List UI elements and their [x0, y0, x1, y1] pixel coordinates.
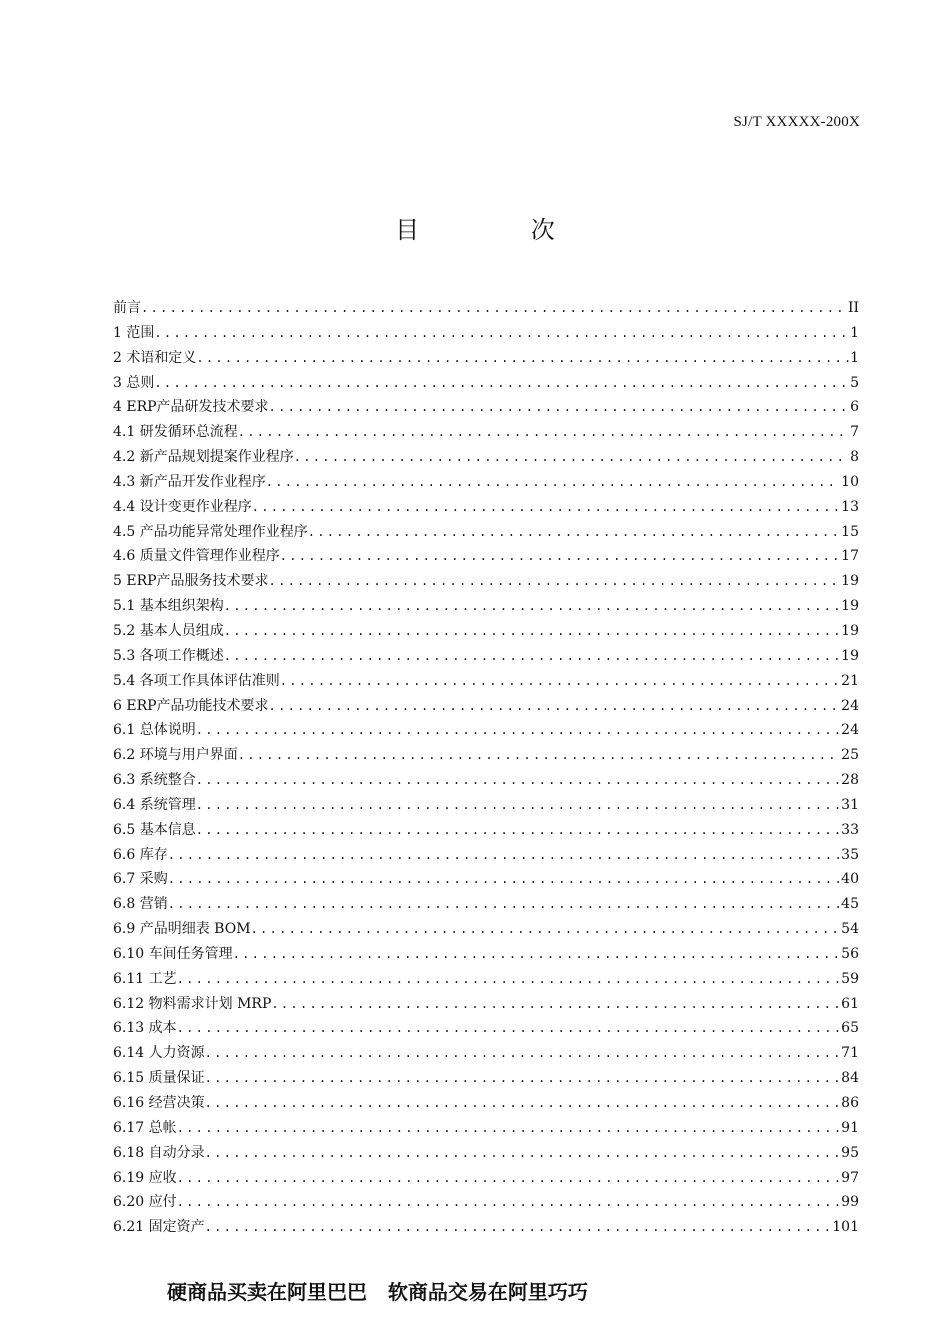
toc-entry-page-number: 28: [841, 772, 859, 789]
toc-dot-leader: [177, 1166, 841, 1191]
toc-entry[interactable]: [113, 1190, 859, 1215]
toc-entry-page-number: 86: [841, 1095, 859, 1111]
toc-dot-leader: [196, 718, 840, 743]
toc-entry[interactable]: [113, 644, 859, 669]
toc-dot-leader: [269, 569, 841, 594]
toc-entry[interactable]: [113, 892, 859, 917]
toc-entry[interactable]: [113, 371, 859, 396]
toc-entry[interactable]: [113, 1041, 859, 1066]
toc-entry-page-number: 101: [832, 1219, 859, 1236]
toc-entry[interactable]: [113, 793, 859, 818]
toc-entry-page-number: 97: [841, 1169, 859, 1186]
toc-dot-leader: [280, 544, 840, 569]
toc-entry[interactable]: [113, 395, 859, 420]
toc-entry-label: 6.2 环境与用户界面: [113, 747, 238, 764]
table-of-contents: [113, 296, 859, 1240]
toc-dot-leader: [238, 420, 849, 445]
toc-entry-label: 6.1 总体说明: [113, 722, 196, 739]
toc-entry[interactable]: [113, 768, 859, 793]
toc-entry-label: 6.17 总帐: [113, 1119, 177, 1136]
toc-dot-leader: [196, 793, 840, 818]
toc-dot-leader: [141, 296, 847, 321]
toc-entry-page-number: 8: [850, 449, 859, 466]
toc-entry[interactable]: [113, 967, 859, 992]
toc-entry-page-number: 65: [841, 1020, 859, 1037]
toc-entry-page-number: 15: [841, 523, 859, 540]
toc-entry-label: 6.15 质量保证: [113, 1070, 205, 1087]
toc-entry[interactable]: [113, 867, 859, 892]
toc-entry-page-number: 45: [841, 896, 859, 913]
toc-entry-label: 5.4 各项工作具体评估准则: [113, 672, 280, 689]
toc-entry-page-number: 33: [841, 821, 859, 838]
toc-entry-label: 4.1 研发循环总流程: [113, 424, 238, 441]
toc-entry-page-number: 1: [850, 349, 859, 366]
toc-entry[interactable]: [113, 718, 859, 743]
toc-entry-page-number: 91: [841, 1119, 859, 1136]
toc-entry-label: 5.2 基本人员组成: [113, 622, 224, 639]
toc-entry-page-number: 99: [841, 1194, 859, 1211]
toc-entry-page-number: 21: [841, 672, 859, 689]
toc-entry-label: 5 ERP产品服务技术要求: [113, 573, 269, 590]
toc-dot-leader: [168, 867, 840, 892]
document-code: SJ/T XXXXX-200X: [733, 114, 860, 130]
toc-title: 目 次: [395, 216, 607, 244]
toc-entry-page-number: 10: [841, 473, 859, 490]
toc-dot-leader: [205, 1066, 841, 1091]
toc-entry-page-number: 7: [850, 424, 859, 441]
toc-dot-leader: [224, 594, 840, 619]
toc-entry-page-number: 25: [841, 747, 859, 764]
toc-entry-label: 6.5 基本信息: [113, 821, 196, 838]
toc-entry-page-number: 6: [850, 399, 859, 416]
toc-entry-page-number: 84: [841, 1070, 859, 1087]
toc-entry-label: 6 ERP产品功能技术要求: [113, 697, 269, 714]
toc-entry-label: 3 总则: [113, 374, 155, 391]
toc-entry-label: 6.7 采购: [113, 871, 168, 888]
toc-dot-leader: [168, 892, 840, 917]
toc-entry-label: 6.11 工艺: [113, 970, 177, 987]
toc-dot-leader: [224, 619, 840, 644]
toc-entry-page-number: 24: [841, 722, 859, 739]
toc-entry-label: 1 范围: [113, 324, 155, 341]
toc-entry-label: 6.6 库存: [113, 846, 168, 863]
toc-entry-label: 6.8 营销: [113, 896, 168, 913]
toc-entry-page-number: 24: [841, 697, 859, 714]
toc-entry-label: 5.3 各项工作概述: [113, 647, 224, 664]
toc-entry[interactable]: [113, 445, 859, 470]
toc-entry-page-number: 19: [841, 622, 859, 639]
toc-dot-leader: [205, 1041, 841, 1066]
toc-entry-label: 6.12 物料需求计划 MRP: [113, 995, 272, 1012]
toc-dot-leader: [196, 818, 840, 843]
toc-entry-label: 6.9 产品明细表 BOM: [113, 921, 251, 938]
toc-dot-leader: [154, 321, 849, 346]
toc-dot-leader: [251, 917, 841, 942]
toc-entry-page-number: 56: [841, 945, 859, 962]
toc-entry[interactable]: [113, 1091, 859, 1116]
toc-dot-leader: [177, 967, 841, 992]
toc-dot-leader: [205, 1141, 841, 1166]
toc-dot-leader: [154, 371, 849, 396]
toc-entry-label: 6.13 成本: [113, 1020, 177, 1037]
toc-entry[interactable]: [113, 495, 859, 520]
toc-dot-leader: [280, 669, 840, 694]
toc-dot-leader: [177, 1016, 841, 1041]
toc-entry-page-number: 31: [841, 796, 859, 813]
toc-entry-label: 6.21 固定资产: [113, 1219, 205, 1236]
toc-entry[interactable]: [113, 992, 859, 1017]
toc-entry-label: 6.19 应收: [113, 1169, 177, 1186]
toc-entry-label: 4 ERP产品研发技术要求: [113, 399, 269, 416]
toc-entry-page-number: 13: [841, 498, 859, 515]
toc-dot-leader: [238, 743, 840, 768]
toc-entry-label: 前言: [113, 300, 141, 316]
toc-entry[interactable]: [113, 743, 859, 768]
toc-entry-label: 6.10 车间任务管理: [113, 945, 233, 962]
toc-entry-page-number: II: [847, 300, 859, 316]
toc-entry-page-number: 54: [841, 921, 859, 938]
toc-entry-page-number: 1: [850, 324, 859, 341]
toc-entry-page-number: 59: [841, 970, 859, 987]
toc-entry[interactable]: [113, 843, 859, 868]
toc-entry[interactable]: [113, 1215, 859, 1240]
toc-entry[interactable]: [113, 694, 859, 719]
toc-entry[interactable]: [113, 594, 859, 619]
toc-entry-page-number: 71: [841, 1045, 859, 1062]
toc-entry-label: 4.3 新产品开发作业程序: [113, 473, 266, 490]
toc-entry-label: 4.5 产品功能异常处理作业程序: [113, 523, 308, 540]
toc-entry-page-number: 19: [841, 647, 859, 664]
toc-dot-leader: [266, 470, 840, 495]
toc-entry[interactable]: [113, 569, 859, 594]
toc-entry[interactable]: [113, 470, 859, 495]
toc-entry[interactable]: [113, 321, 859, 346]
toc-dot-leader: [205, 1215, 832, 1240]
toc-entry[interactable]: [113, 1016, 859, 1041]
toc-dot-leader: [294, 445, 849, 470]
toc-entry[interactable]: [113, 619, 859, 644]
toc-entry[interactable]: [113, 296, 859, 321]
toc-entry[interactable]: [113, 1166, 859, 1191]
toc-entry-label: 5.1 基本组织架构: [113, 598, 224, 615]
toc-entry-label: 2 术语和定义: [113, 349, 197, 366]
toc-dot-leader: [168, 843, 840, 868]
toc-entry-label: 4.4 设计变更作业程序: [113, 498, 252, 515]
toc-entry[interactable]: [113, 669, 859, 694]
toc-entry-label: 6.16 经营决策: [113, 1095, 205, 1111]
toc-dot-leader: [269, 395, 850, 420]
toc-dot-leader: [252, 495, 840, 520]
toc-dot-leader: [196, 768, 840, 793]
toc-entry[interactable]: [113, 420, 859, 445]
toc-entry-page-number: 5: [850, 374, 859, 391]
toc-entry[interactable]: [113, 917, 859, 942]
toc-entry-page-number: 17: [841, 548, 859, 565]
toc-dot-leader: [224, 644, 840, 669]
toc-entry[interactable]: [113, 1066, 859, 1091]
footer-slogan: 硬商品买卖在阿里巴巴 软商品交易在阿里巧巧: [167, 1280, 588, 1304]
toc-entry[interactable]: [113, 1116, 859, 1141]
toc-dot-leader: [177, 1190, 841, 1215]
toc-entry-page-number: 95: [841, 1144, 859, 1161]
toc-entry[interactable]: [113, 520, 859, 545]
toc-entry-label: 4.2 新产品规划提案作业程序: [113, 449, 294, 466]
toc-entry-page-number: 61: [841, 995, 859, 1012]
toc-dot-leader: [177, 1116, 841, 1141]
toc-dot-leader: [269, 694, 841, 719]
toc-entry-label: 4.6 质量文件管理作业程序: [113, 548, 280, 565]
toc-entry[interactable]: [113, 1141, 859, 1166]
toc-entry-label: 6.3 系统整合: [113, 772, 196, 789]
toc-entry-label: 6.14 人力资源: [113, 1045, 205, 1062]
toc-entry-page-number: 35: [841, 846, 859, 863]
toc-entry[interactable]: [113, 346, 859, 371]
toc-entry-page-number: 40: [841, 871, 859, 888]
toc-entry-page-number: 19: [841, 573, 859, 590]
toc-entry[interactable]: [113, 942, 859, 967]
toc-dot-leader: [205, 1091, 841, 1116]
toc-entry-label: 6.18 自动分录: [113, 1144, 205, 1161]
toc-entry-label: 6.20 应付: [113, 1194, 177, 1211]
toc-dot-leader: [271, 992, 840, 1017]
toc-entry-page-number: 19: [841, 598, 859, 615]
toc-entry-label: 6.4 系统管理: [113, 796, 196, 813]
toc-dot-leader: [196, 346, 849, 371]
toc-dot-leader: [308, 520, 840, 545]
toc-entry[interactable]: [113, 544, 859, 569]
toc-entry[interactable]: [113, 818, 859, 843]
toc-dot-leader: [233, 942, 841, 967]
